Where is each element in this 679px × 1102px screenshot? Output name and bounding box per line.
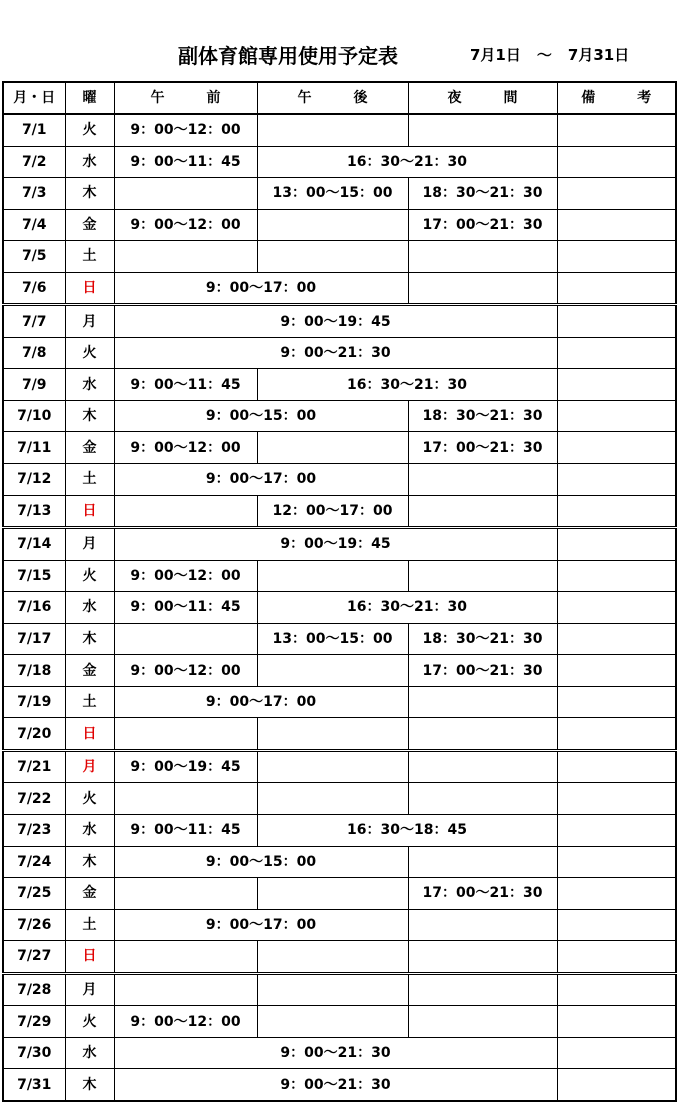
weekday-cell: 水 — [65, 369, 114, 401]
notes-cell — [557, 750, 676, 783]
time-slot-cell — [408, 783, 557, 815]
weekday-cell: 火 — [65, 114, 114, 146]
date-cell: 7/20 — [3, 718, 65, 751]
weekday-cell: 木 — [65, 846, 114, 878]
time-slot-cell: 9：00～15：00 — [114, 400, 408, 432]
notes-cell — [557, 1006, 676, 1038]
weekday-cell: 火 — [65, 1006, 114, 1038]
notes-cell — [557, 400, 676, 432]
time-slot-cell — [408, 909, 557, 941]
weekday-cell: 水 — [65, 592, 114, 624]
notes-cell — [557, 783, 676, 815]
weekday-cell: 日 — [65, 495, 114, 528]
table-row — [3, 528, 676, 561]
notes-cell — [557, 592, 676, 624]
header-morning: 午 前 — [114, 82, 257, 114]
time-slot-cell: 9：00～11：45 — [114, 369, 257, 401]
time-slot-cell: 17：00～21：30 — [408, 209, 557, 241]
time-slot-cell — [257, 560, 408, 592]
time-slot-cell: 13：00～15：00 — [257, 178, 408, 210]
table-row — [3, 878, 676, 910]
time-slot-cell: 9：00～19：45 — [114, 305, 557, 338]
time-slot-cell: 9：00～11：45 — [114, 815, 257, 847]
weekday-cell: 水 — [65, 1037, 114, 1069]
time-slot-cell — [408, 718, 557, 751]
time-slot-cell: 9：00～12：00 — [114, 655, 257, 687]
time-slot-cell — [408, 560, 557, 592]
weekday-cell: 日 — [65, 272, 114, 305]
time-slot-cell — [114, 178, 257, 210]
table-row — [3, 973, 676, 1006]
time-slot-cell: 9：00～11：45 — [114, 146, 257, 178]
date-cell: 7/4 — [3, 209, 65, 241]
time-slot-cell: 9：00～21：30 — [114, 1069, 557, 1101]
date-cell: 7/21 — [3, 750, 65, 783]
notes-cell — [557, 337, 676, 369]
range-start: 7月1日 — [470, 46, 521, 64]
time-slot-cell: 9：00～12：00 — [114, 1006, 257, 1038]
range-separator: ～ — [536, 46, 552, 64]
date-cell: 7/7 — [3, 305, 65, 338]
time-slot-cell — [408, 241, 557, 273]
weekday-cell: 土 — [65, 909, 114, 941]
notes-cell — [557, 495, 676, 528]
notes-cell — [557, 146, 676, 178]
table-row — [3, 146, 676, 178]
table-row — [3, 623, 676, 655]
table-row — [3, 114, 676, 146]
time-slot-cell — [114, 495, 257, 528]
header-afternoon: 午 後 — [257, 82, 408, 114]
time-slot-cell — [114, 241, 257, 273]
date-cell: 7/1 — [3, 114, 65, 146]
notes-cell — [557, 369, 676, 401]
date-cell: 7/18 — [3, 655, 65, 687]
time-slot-cell — [257, 783, 408, 815]
time-slot-cell — [408, 495, 557, 528]
date-cell: 7/16 — [3, 592, 65, 624]
weekday-cell: 金 — [65, 655, 114, 687]
weekday-cell: 月 — [65, 305, 114, 338]
date-cell: 7/5 — [3, 241, 65, 273]
date-cell: 7/25 — [3, 878, 65, 910]
notes-cell — [557, 878, 676, 910]
date-cell: 7/23 — [3, 815, 65, 847]
table-row — [3, 209, 676, 241]
weekday-cell: 月 — [65, 528, 114, 561]
time-slot-cell: 17：00～21：30 — [408, 655, 557, 687]
weekday-cell: 月 — [65, 973, 114, 1006]
table-row — [3, 750, 676, 783]
table-row — [3, 909, 676, 941]
time-slot-cell — [408, 846, 557, 878]
time-slot-cell: 9：00～12：00 — [114, 560, 257, 592]
notes-cell — [557, 973, 676, 1006]
date-cell: 7/27 — [3, 941, 65, 974]
time-slot-cell — [257, 941, 408, 974]
time-slot-cell: 9：00～15：00 — [114, 846, 408, 878]
date-range — [470, 44, 629, 65]
schedule-table — [2, 81, 677, 1102]
notes-cell — [557, 272, 676, 305]
notes-cell — [557, 846, 676, 878]
time-slot-cell: 9：00～21：30 — [114, 337, 557, 369]
range-end: 7月31日 — [567, 46, 630, 64]
weekday-cell: 木 — [65, 400, 114, 432]
weekday-cell: 土 — [65, 686, 114, 718]
header-dow: 曜 — [65, 82, 114, 114]
time-slot-cell: 9：00～17：00 — [114, 909, 408, 941]
weekday-cell: 水 — [65, 146, 114, 178]
table-row — [3, 432, 676, 464]
page-title: 副体育館専用使用予定表 — [178, 44, 398, 68]
header-night: 夜 間 — [408, 82, 557, 114]
time-slot-cell: 18：30～21：30 — [408, 178, 557, 210]
table-row — [3, 178, 676, 210]
table-row — [3, 241, 676, 273]
time-slot-cell — [257, 432, 408, 464]
table-row — [3, 941, 676, 974]
table-row — [3, 495, 676, 528]
time-slot-cell: 9：00～21：30 — [114, 1037, 557, 1069]
table-row — [3, 718, 676, 751]
time-slot-cell — [408, 750, 557, 783]
date-cell: 7/22 — [3, 783, 65, 815]
weekday-cell: 水 — [65, 815, 114, 847]
time-slot-cell: 17：00～21：30 — [408, 432, 557, 464]
table-row — [3, 1037, 676, 1069]
date-cell: 7/9 — [3, 369, 65, 401]
date-cell: 7/10 — [3, 400, 65, 432]
date-cell: 7/2 — [3, 146, 65, 178]
weekday-cell: 木 — [65, 1069, 114, 1101]
weekday-cell: 日 — [65, 941, 114, 974]
date-cell: 7/13 — [3, 495, 65, 528]
time-slot-cell: 17：00～21：30 — [408, 878, 557, 910]
weekday-cell: 火 — [65, 337, 114, 369]
header-notes: 備 考 — [557, 82, 676, 114]
time-slot-cell: 9：00～12：00 — [114, 209, 257, 241]
date-cell: 7/11 — [3, 432, 65, 464]
date-cell: 7/8 — [3, 337, 65, 369]
notes-cell — [557, 623, 676, 655]
schedule-body — [3, 114, 676, 1101]
notes-cell — [557, 241, 676, 273]
table-row — [3, 560, 676, 592]
table-row — [3, 815, 676, 847]
time-slot-cell: 16：30～18：45 — [257, 815, 557, 847]
table-row — [3, 337, 676, 369]
time-slot-cell — [257, 241, 408, 273]
time-slot-cell: 9：00～19：45 — [114, 750, 257, 783]
table-row — [3, 846, 676, 878]
time-slot-cell: 9：00～17：00 — [114, 464, 408, 496]
time-slot-cell: 9：00～17：00 — [114, 272, 408, 305]
date-cell: 7/30 — [3, 1037, 65, 1069]
time-slot-cell — [408, 973, 557, 1006]
time-slot-cell — [257, 114, 408, 146]
time-slot-cell: 16：30～21：30 — [257, 592, 557, 624]
time-slot-cell — [257, 973, 408, 1006]
notes-cell — [557, 909, 676, 941]
weekday-cell: 土 — [65, 464, 114, 496]
weekday-cell: 火 — [65, 560, 114, 592]
time-slot-cell — [257, 1006, 408, 1038]
time-slot-cell: 9：00～12：00 — [114, 432, 257, 464]
header-row — [3, 82, 676, 114]
header-date: 月・日 — [3, 82, 65, 114]
table-row — [3, 592, 676, 624]
date-cell: 7/24 — [3, 846, 65, 878]
date-cell: 7/17 — [3, 623, 65, 655]
date-cell: 7/6 — [3, 272, 65, 305]
table-row — [3, 686, 676, 718]
weekday-cell: 火 — [65, 783, 114, 815]
table-row — [3, 464, 676, 496]
weekday-cell: 金 — [65, 209, 114, 241]
time-slot-cell — [114, 718, 257, 751]
weekday-cell: 日 — [65, 718, 114, 751]
notes-cell — [557, 178, 676, 210]
weekday-cell: 金 — [65, 878, 114, 910]
date-cell: 7/26 — [3, 909, 65, 941]
notes-cell — [557, 718, 676, 751]
time-slot-cell — [408, 1006, 557, 1038]
notes-cell — [557, 114, 676, 146]
weekday-cell: 金 — [65, 432, 114, 464]
time-slot-cell: 18：30～21：30 — [408, 400, 557, 432]
notes-cell — [557, 528, 676, 561]
notes-cell — [557, 305, 676, 338]
time-slot-cell: 9：00～11：45 — [114, 592, 257, 624]
time-slot-cell — [408, 941, 557, 974]
date-cell: 7/31 — [3, 1069, 65, 1101]
time-slot-cell: 9：00～12：00 — [114, 114, 257, 146]
time-slot-cell: 9：00～19：45 — [114, 528, 557, 561]
notes-cell — [557, 464, 676, 496]
time-slot-cell — [408, 114, 557, 146]
table-row — [3, 305, 676, 338]
time-slot-cell — [257, 209, 408, 241]
time-slot-cell: 18：30～21：30 — [408, 623, 557, 655]
time-slot-cell — [114, 783, 257, 815]
date-cell: 7/14 — [3, 528, 65, 561]
notes-cell — [557, 1037, 676, 1069]
notes-cell — [557, 560, 676, 592]
table-row — [3, 1069, 676, 1101]
notes-cell — [557, 1069, 676, 1101]
time-slot-cell — [114, 623, 257, 655]
time-slot-cell — [257, 655, 408, 687]
weekday-cell: 土 — [65, 241, 114, 273]
time-slot-cell: 13：00～15：00 — [257, 623, 408, 655]
time-slot-cell — [114, 973, 257, 1006]
time-slot-cell — [114, 941, 257, 974]
table-row — [3, 1006, 676, 1038]
time-slot-cell: 9：00～17：00 — [114, 686, 408, 718]
notes-cell — [557, 432, 676, 464]
table-row — [3, 369, 676, 401]
date-cell: 7/15 — [3, 560, 65, 592]
weekday-cell: 木 — [65, 623, 114, 655]
notes-cell — [557, 686, 676, 718]
notes-cell — [557, 655, 676, 687]
date-cell: 7/3 — [3, 178, 65, 210]
time-slot-cell — [257, 878, 408, 910]
table-row — [3, 655, 676, 687]
notes-cell — [557, 815, 676, 847]
time-slot-cell — [408, 464, 557, 496]
time-slot-cell — [408, 686, 557, 718]
table-row — [3, 783, 676, 815]
time-slot-cell: 16：30～21：30 — [257, 369, 557, 401]
time-slot-cell — [257, 718, 408, 751]
time-slot-cell — [408, 272, 557, 305]
weekday-cell: 月 — [65, 750, 114, 783]
notes-cell — [557, 941, 676, 974]
time-slot-cell: 12：00～17：00 — [257, 495, 408, 528]
date-cell: 7/19 — [3, 686, 65, 718]
time-slot-cell: 16：30～21：30 — [257, 146, 557, 178]
time-slot-cell — [114, 878, 257, 910]
time-slot-cell — [257, 750, 408, 783]
notes-cell — [557, 209, 676, 241]
date-cell: 7/28 — [3, 973, 65, 1006]
weekday-cell: 木 — [65, 178, 114, 210]
date-cell: 7/29 — [3, 1006, 65, 1038]
table-row — [3, 272, 676, 305]
date-cell: 7/12 — [3, 464, 65, 496]
table-row — [3, 400, 676, 432]
